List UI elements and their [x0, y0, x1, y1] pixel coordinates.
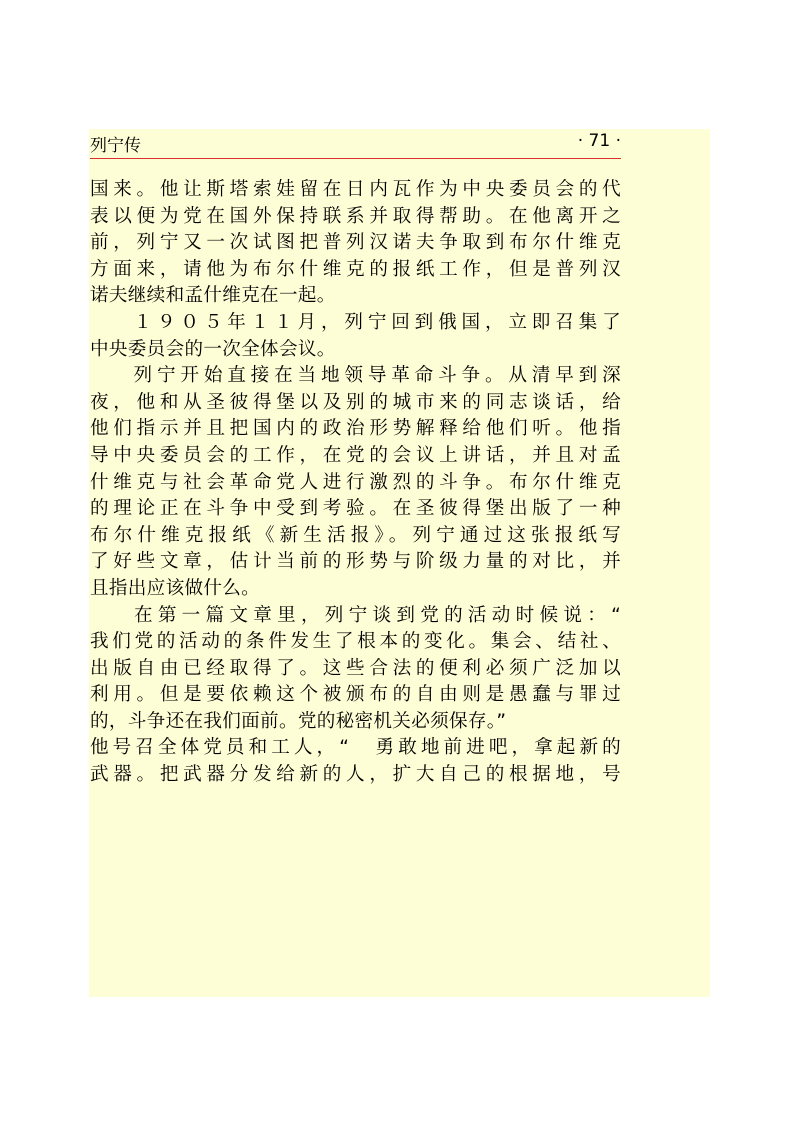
running-header [90, 131, 621, 155]
text-line: 前，列宁又一次试图把普列汉诺夫争取到布尔什维克 [90, 232, 621, 254]
text-line: 他号召全体党员和工人，“ 勇敢地前进吧，拿起新的 [90, 737, 621, 759]
text-line: 导中央委员会的工作，在党的会议上讲话，并且对孟 [90, 444, 621, 466]
text-line: 表以便为党在国外保持联系并取得帮助。在他离开之 [90, 205, 621, 227]
text-line-content: １９０５年１１月，列宁回到俄国，立即召集了 [129, 311, 621, 333]
text-line: 夜，他和从圣彼得堡以及别的城市来的同志谈话，给 [90, 391, 621, 413]
text-line: 出版自由已经取得了。这些合法的便利必须广泛加以 [90, 657, 621, 679]
text-line: 布尔什维克报纸《新生活报》。列宁通过这张报纸写 [90, 524, 621, 546]
page-number: · 71 · [577, 131, 621, 151]
text-line: 我们党的活动的条件发生了根本的变化。集会、结社、 [90, 631, 621, 653]
text-line: 了好些文章，估计当前的形势与阶级力量的对比，并 [90, 551, 621, 573]
paragraph [90, 310, 621, 363]
text-line [90, 363, 621, 390]
text-line [90, 310, 621, 337]
text-line: 方面来，请他为布尔什维克的报纸工作，但是普列汉 [90, 258, 621, 280]
text-line: 且指出应该做什么。 [90, 577, 261, 599]
text-line: 什维克与社会革命党人进行激烈的斗争。布尔什维克 [90, 471, 621, 493]
text-line: 的理论正在斗争中受到考验。在圣彼得堡出版了一种 [90, 498, 621, 520]
text-line: 他们指示并且把国内的政治形势解释给他们听。他指 [90, 418, 621, 440]
text-line: 中央委员会的一次全体会议。 [90, 338, 336, 360]
text-line: 利用。但是要依赖这个被颁布的自由则是愚蠢与罪过 [90, 684, 621, 706]
text-line: 诺夫继续和孟什维克在一起。 [90, 285, 336, 307]
paragraph [90, 603, 621, 789]
paragraph [90, 177, 621, 310]
text-line [90, 603, 621, 630]
text-line: 国来。他让斯塔索娃留在日内瓦作为中央委员会的代 [90, 179, 621, 200]
body-text [90, 177, 621, 789]
header-rule [90, 158, 621, 159]
paragraph [90, 363, 621, 602]
text-line-content: 列宁开始直接在当地领导革命斗争。从清早到深 [129, 365, 621, 387]
text-line-content: 在第一篇文章里，列宁谈到党的活动时候说：“ [129, 604, 621, 626]
book-title: 列宁传 [90, 136, 141, 156]
text-line: 武器。把武器分发给新的人，扩大自己的根据地，号 [90, 764, 621, 786]
text-line: 的，斗争还在我们面前。党的秘密机关必须保存。” [90, 710, 507, 732]
